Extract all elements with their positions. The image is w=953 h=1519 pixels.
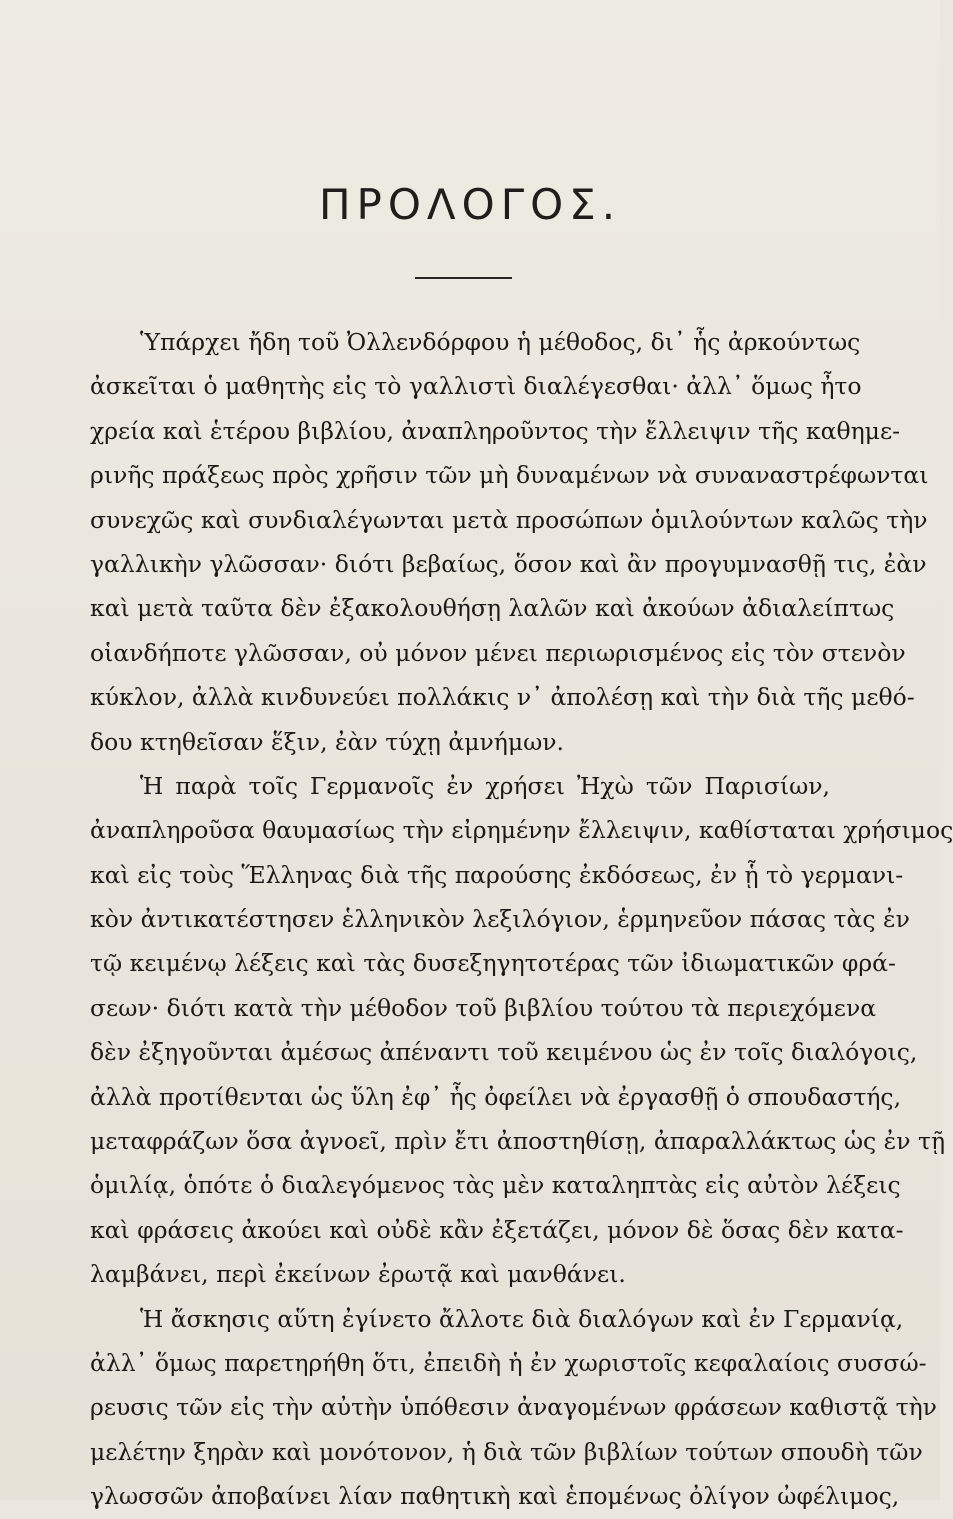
- text-line: λαμβάνει, περὶ ἐκείνων ἐρωτᾷ καὶ μανθάνει.: [90, 1260, 626, 1289]
- text-line: ἀσκεῖται ὁ μαθητὴς εἰς τὸ γαλλιστὶ διαλέγεσθαι· ἀλλ᾽ ὅμως ἦτο: [90, 372, 862, 401]
- text-line: σεων· διότι κατὰ τὴν μέθοδον τοῦ βιβλίου τούτου τὰ περιεχόμενα: [90, 993, 877, 1022]
- text-line: ρινῆς πράξεως πρὸς χρῆσιν τῶν μὴ δυναμένων νὰ συναναστρέφωνται: [90, 461, 929, 490]
- text-line: ἀναπληροῦσα θαυμασίως τὴν εἰρημένην ἔλλειψιν, καθίσταται χρήσιμος: [90, 816, 953, 845]
- text-line: Ἡ παρὰ τοῖς Γερμανοῖς ἐν χρήσει Ἠχὼ τῶν Παρισίων,: [140, 771, 830, 800]
- text-line: γαλλικὴν γλῶσσαν· διότι βεβαίως, ὅσον καὶ ἂν προγυμνασθῇ τις, ἐὰν: [90, 549, 927, 578]
- text-line: καὶ φράσεις ἀκούει καὶ οὐδὲ κἂν ἐξετάζει, μόνον δὲ ὅσας δὲν κατα-: [90, 1215, 904, 1244]
- text-line: ἀλλ᾽ ὅμως παρετηρήθη ὅτι, ἐπειδὴ ἡ ἐν χωριστοῖς κεφαλαίοις συσσώ-: [90, 1348, 927, 1377]
- text-line: γλωσσῶν ἀποβαίνει λίαν παθητικὴ καὶ ἑπομένως ὀλίγον ὠφέλιμος,: [90, 1482, 900, 1511]
- body-text: [90, 320, 953, 1519]
- title-divider: [415, 277, 512, 279]
- text-line: ρευσις τῶν εἰς τὴν αὐτὴν ὑπόθεσιν ἀναγομένων φράσεων καθιστᾷ τὴν: [90, 1393, 937, 1422]
- text-line: τῷ κειμένῳ λέξεις καὶ τὰς δυσεξηγητοτέρας τῶν ἰδιωματικῶν φρά-: [90, 949, 896, 978]
- text-line: ἀλλὰ προτίθενται ὡς ὕλη ἐφ᾽ ἧς ὀφείλει νὰ ἐργασθῇ ὁ σπουδαστής,: [90, 1082, 902, 1111]
- text-line: δου κτηθεῖσαν ἕξιν, ἐὰν τύχῃ ἀμνήμων.: [90, 727, 565, 756]
- text-line: καὶ εἰς τοὺς Ἕλληνας διὰ τῆς παρούσης ἐκδόσεως, ἐν ᾗ τὸ γερμανι-: [90, 860, 904, 889]
- page-title: ΠΡΟΛΟΓΟΣ.: [318, 180, 622, 229]
- text-line: ὁμιλίᾳ, ὁπότε ὁ διαλεγόμενος τὰς μὲν καταληπτὰς εἰς αὐτὸν λέξεις: [90, 1171, 901, 1200]
- text-line: κύκλον, ἀλλὰ κινδυνεύει πολλάκις ν᾽ ἀπολέσῃ καὶ τὴν διὰ τῆς μεθό-: [90, 683, 915, 712]
- text-line: οἱανδήποτε γλῶσσαν, οὐ μόνον μένει περιωρισμένος εἰς τὸν στενὸν: [90, 638, 906, 667]
- text-line: μελέτην ξηρὰν καὶ μονότονον, ἡ διὰ τῶν βιβλίων τούτων σπουδὴ τῶν: [90, 1437, 923, 1466]
- text-line: μεταφράζων ὅσα ἀγνοεῖ, πρὶν ἔτι ἀποστηθίσῃ, ἀπαραλλάκτως ὡς ἐν τῇ: [90, 1127, 946, 1156]
- text-line: καὶ μετὰ ταῦτα δὲν ἐξακολουθήσῃ λαλῶν καὶ ἀκούων ἀδιαλείπτως: [90, 594, 895, 623]
- text-line: Ὑπάρχει ἤδη τοῦ Ὀλλενδόρφου ἡ μέθοδος, δι᾽ ἧς ἀρκούντως: [140, 328, 861, 356]
- text-line: κὸν ἀντικατέστησεν ἑλληνικὸν λεξιλόγιον, ἑρμηνεῦον πάσας τὰς ἐν: [90, 905, 910, 934]
- text-line: συνεχῶς καὶ συνδιαλέγωνται μετὰ προσώπων ὁμιλούντων καλῶς τὴν: [90, 505, 928, 534]
- text-line: χρεία καὶ ἑτέρου βιβλίου, ἀναπληροῦντος τὴν ἔλλειψιν τῆς καθημε-: [90, 416, 901, 445]
- text-line: Ἡ ἄσκησις αὕτη ἐγίνετο ἄλλοτε διὰ διαλόγων καὶ ἐν Γερμανίᾳ,: [140, 1304, 904, 1333]
- text-line: δὲν ἐξηγοῦνται ἀμέσως ἀπέναντι τοῦ κειμένου ὡς ἐν τοῖς διαλόγοις,: [90, 1038, 918, 1067]
